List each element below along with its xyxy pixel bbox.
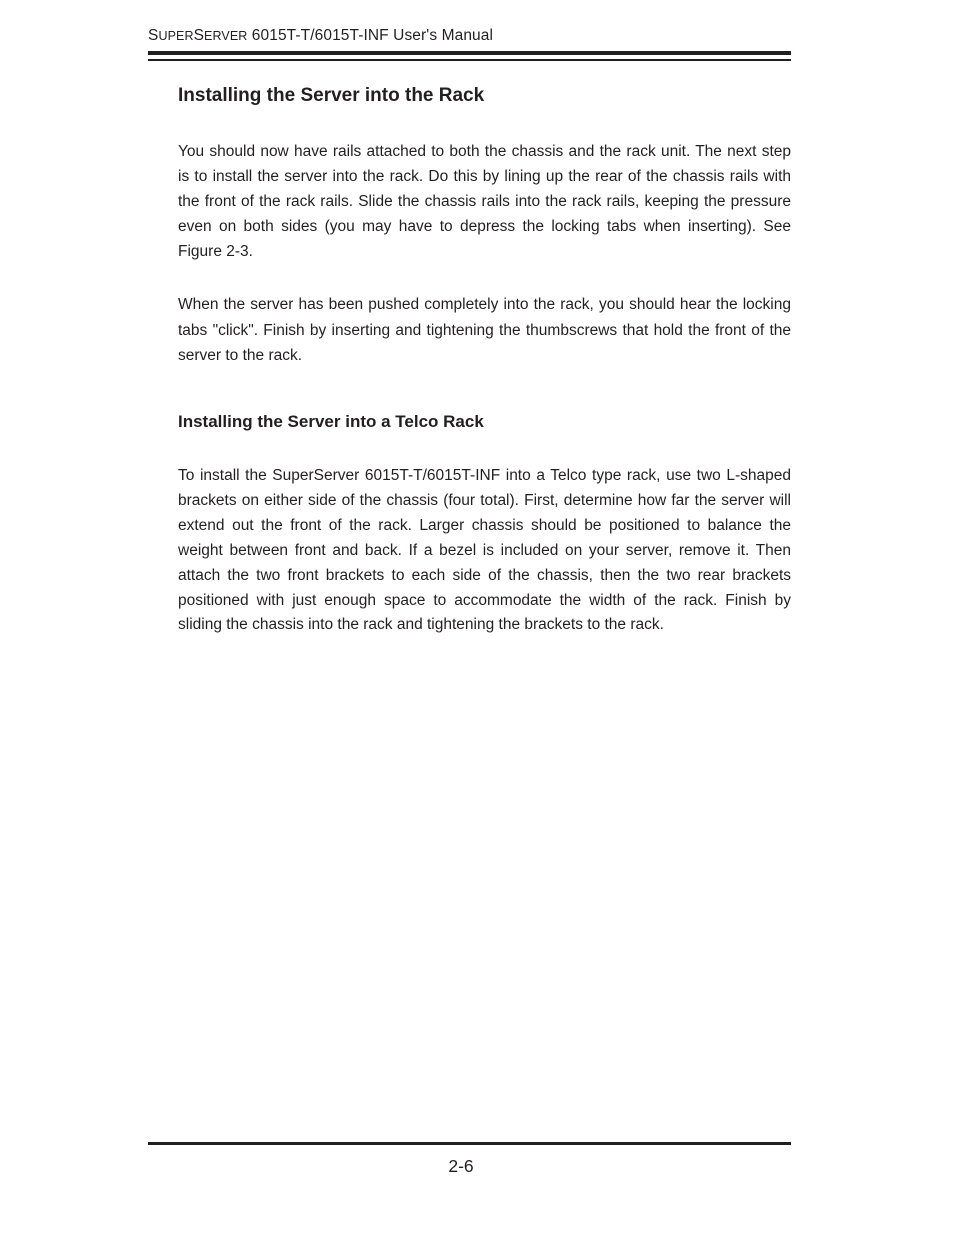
header-rule-thin xyxy=(148,59,791,61)
page-number-text: 2-6 xyxy=(448,1156,474,1176)
section-heading-telco-rack: Installing the Server into a Telco Rack xyxy=(178,412,484,431)
paragraph-rack-1: You should now have rails attached to both the chassis and the rack unit. The next step is to install the server into the rack. Do this by lining up the rear of the chassis rails with the front of the rack rails. Slide the chassis rails into the rack rails, keeping the pressure even on both sides (you may have to depress the locking tabs when inserting). See Figure 2-3. xyxy=(178,143,791,260)
header-title-small-caps-1: UPER xyxy=(158,29,194,43)
paragraph-telco-1: To install the SuperServer 6015T-T/6015T-INF into a Telco type rack, use two L-shaped brackets on either side of the chassis (four total). First, determine how far the server will extend out the front of the rack. Larger chassis should be positioned to balance the weight between front and back. If a bezel is included on your server, remove it. Then attach the two front brackets to each side of the chassis, then the two rear brackets positioned with just enough space to accommodate the width of the rack. Finish by sliding the chassis into the rack and tightening the brackets to the rack. xyxy=(178,467,791,634)
header-rule-thick xyxy=(148,51,791,55)
header-title-small-caps-2: ERVER xyxy=(204,29,248,43)
page-number xyxy=(0,1156,954,1177)
header-title-s1: S xyxy=(148,27,159,44)
paragraph-rack-2: When the server has been pushed completely into the rack, you should hear the locking tabs "click". Finish by inserting and tightening the thumbscrews that hold the front of the server to the rack. xyxy=(178,296,791,364)
header-title-s2: S xyxy=(193,27,205,44)
section-heading-rack: Installing the Server into the Rack xyxy=(178,85,485,106)
footer-rule xyxy=(148,1142,791,1145)
running-header xyxy=(148,27,493,45)
header-title-suffix: 6015T-T/6015T-INF User's Manual xyxy=(247,27,494,44)
